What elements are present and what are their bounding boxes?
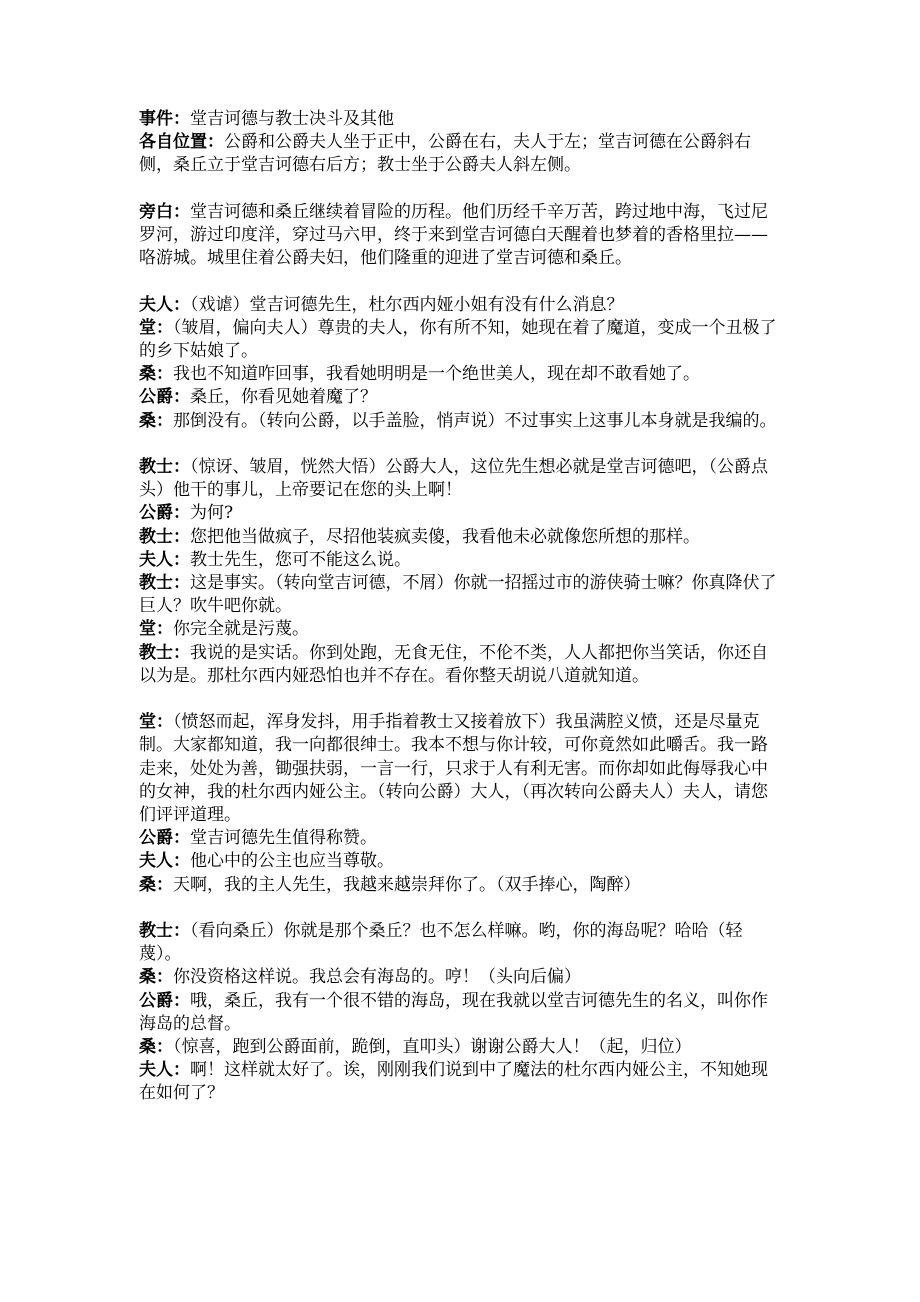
line-text: 教士先生，您可不能这么说。 <box>190 549 411 570</box>
dialogue-line <box>139 966 784 989</box>
line-text: 哦，桑丘，我有一个很不错的海岛，现在我就以堂吉诃德先生的名义，叫你作海岛的总督。 <box>139 990 768 1034</box>
dialogue-line <box>139 572 784 618</box>
speaker-label: 公爵： <box>139 828 190 849</box>
line-text: （愤怒而起，浑身发抖，用手指着教士又接着放下）我虽满腔义愤，还是尽量克制。大家都知道，我一向都很绅士。我本不想与你计较，可你竟然如此嚼舌。我一路走来，处处为善，锄强扶弱，一言一行，只求于人有利无害。而你却如此侮辱我心中的女神，我的杜尔西内娅公主。（转向公爵）大人，（再次转向公爵夫人）夫人，请您们评评道理。 <box>139 712 768 826</box>
dialogue-line <box>139 410 784 433</box>
line-text: 堂吉诃德先生值得称赞。 <box>190 828 377 849</box>
line-text: 你完全就是污蔑。 <box>173 619 309 640</box>
dialogue-line <box>139 874 784 897</box>
speaker-label: 桑： <box>139 1037 173 1058</box>
dialogue-line <box>139 850 784 873</box>
speaker-label: 桑： <box>139 364 173 385</box>
line-text: 啊！这样就太好了。诶，刚刚我们说到中了魔法的杜尔西内娅公主，不知她现在如何了？ <box>139 1060 768 1104</box>
speaker-label: 公爵： <box>139 387 190 408</box>
speaker-label: 堂： <box>139 712 173 733</box>
line-text: 我也不知道咋回事，我看她明明是一个绝世美人，现在却不敢看她了。 <box>173 364 700 385</box>
line-text: 桑丘，你看见她着魔了？ <box>190 387 377 408</box>
line-text: 这是事实。（转向堂吉诃德，不屑）你就一招摇过市的游侠骑士嘛？你真降伏了巨人？吹牛吧你就。 <box>139 573 777 617</box>
line-text: （戏谑）堂吉诃德先生，杜尔西内娅小姐有没有什么消息？ <box>190 294 624 315</box>
line-text: （看向桑丘）你就是那个桑丘？也不怎么样嘛。哟，你的海岛呢？哈哈（轻蔑）。 <box>139 921 743 965</box>
paragraph-event <box>139 108 784 131</box>
speaker-label: 桑： <box>139 967 173 988</box>
speaker-label: 公爵： <box>139 990 190 1011</box>
speaker-label: 公爵： <box>139 503 190 524</box>
speaker-label: 夫人： <box>139 549 190 570</box>
speaker-label: 桑： <box>139 410 173 431</box>
dialogue-line <box>139 456 784 502</box>
dialogue-line <box>139 642 784 688</box>
speaker-label: 事件： <box>139 109 190 129</box>
dialogue-line <box>139 1059 784 1105</box>
line-text: 天啊，我的主人先生，我越来越崇拜你了。（双手捧心，陶醉） <box>173 874 641 895</box>
line-text: 你没资格这样说。我总会有海岛的。哼！（头向后偏） <box>173 967 581 988</box>
speaker-label: 教士： <box>139 526 190 547</box>
speaker-label: 桑： <box>139 874 173 895</box>
line-text: 您把他当做疯子，尽招他装疯卖傻，我看他未必就像您所想的那样。 <box>190 526 700 547</box>
speaker-label: 堂： <box>139 317 173 338</box>
speaker-label: 旁白： <box>139 201 190 222</box>
line-text: 那倒没有。（转向公爵，以手盖脸，悄声说）不过事实上这事儿本身就是我编的。 <box>173 410 777 431</box>
dialogue-line <box>139 317 784 363</box>
paragraph-narration <box>139 201 784 271</box>
speaker-label: 教士： <box>139 457 190 477</box>
line-text: 为何? <box>190 503 234 524</box>
dialogue-line <box>139 990 784 1036</box>
speaker-label: 夫人： <box>139 851 190 872</box>
speaker-label: 教士： <box>139 921 190 942</box>
dialogue-line <box>139 526 784 549</box>
line-text: （惊讶、皱眉，恍然大悟）公爵大人，这位先生想必就是堂吉诃德吧，（公爵点头）他干的事儿，上帝要记在您的头上啊！ <box>139 457 768 501</box>
speaker-label: 堂： <box>139 619 173 640</box>
speaker-label: 夫人： <box>139 1060 190 1081</box>
script-text <box>139 108 784 1106</box>
dialogue-line <box>139 502 784 525</box>
speaker-label: 教士： <box>139 573 190 594</box>
paragraph-positions <box>139 131 784 177</box>
speaker-label: 教士： <box>139 642 190 663</box>
dialogue-line <box>139 827 784 850</box>
dialogue-line <box>139 294 784 317</box>
dialogue-line <box>139 920 784 966</box>
dialogue-line <box>139 549 784 572</box>
dialogue-line <box>139 386 784 409</box>
line-text: 我说的是实话。你到处跑，无食无住，不伦不类，人人都把你当笑话，你还自以为是。那杜尔西内娅恐怕也并不存在。看你整天胡说八道就知道。 <box>139 642 768 686</box>
speaker-label: 各自位置： <box>139 132 224 153</box>
line-text: （皱眉，偏向夫人）尊贵的夫人，你有所不知，她现在着了魔道，变成一个丑极了的乡下姑娘了。 <box>139 317 777 361</box>
speaker-label: 夫人： <box>139 294 190 315</box>
line-text: （惊喜，跑到公爵面前，跪倒，直叩头）谢谢公爵大人！（起，归位） <box>173 1037 692 1058</box>
line-text: 公爵和公爵夫人坐于正中，公爵在右，夫人于左；堂吉诃德在公爵斜右侧，桑丘立于堂吉诃德右后方；教士坐于公爵夫人斜左侧。 <box>139 132 751 176</box>
dialogue-line <box>139 711 784 827</box>
dialogue-line <box>139 618 784 641</box>
line-text: 堂吉诃德和桑丘继续着冒险的历程。他们历经千辛万苦，跨过地中海，飞过尼罗河，游过印度洋，穿过马六甲，终于来到堂吉诃德白天醒着也梦着的香格里拉——咯游城。城里住着公爵夫妇，他们隆重的迎进了堂吉诃德和桑丘。 <box>139 201 768 269</box>
dialogue-line <box>139 1036 784 1059</box>
dialogue-line <box>139 363 784 386</box>
line-text: 堂吉诃德与教士决斗及其他 <box>190 109 394 129</box>
line-text: 他心中的公主也应当尊敬。 <box>190 851 394 872</box>
